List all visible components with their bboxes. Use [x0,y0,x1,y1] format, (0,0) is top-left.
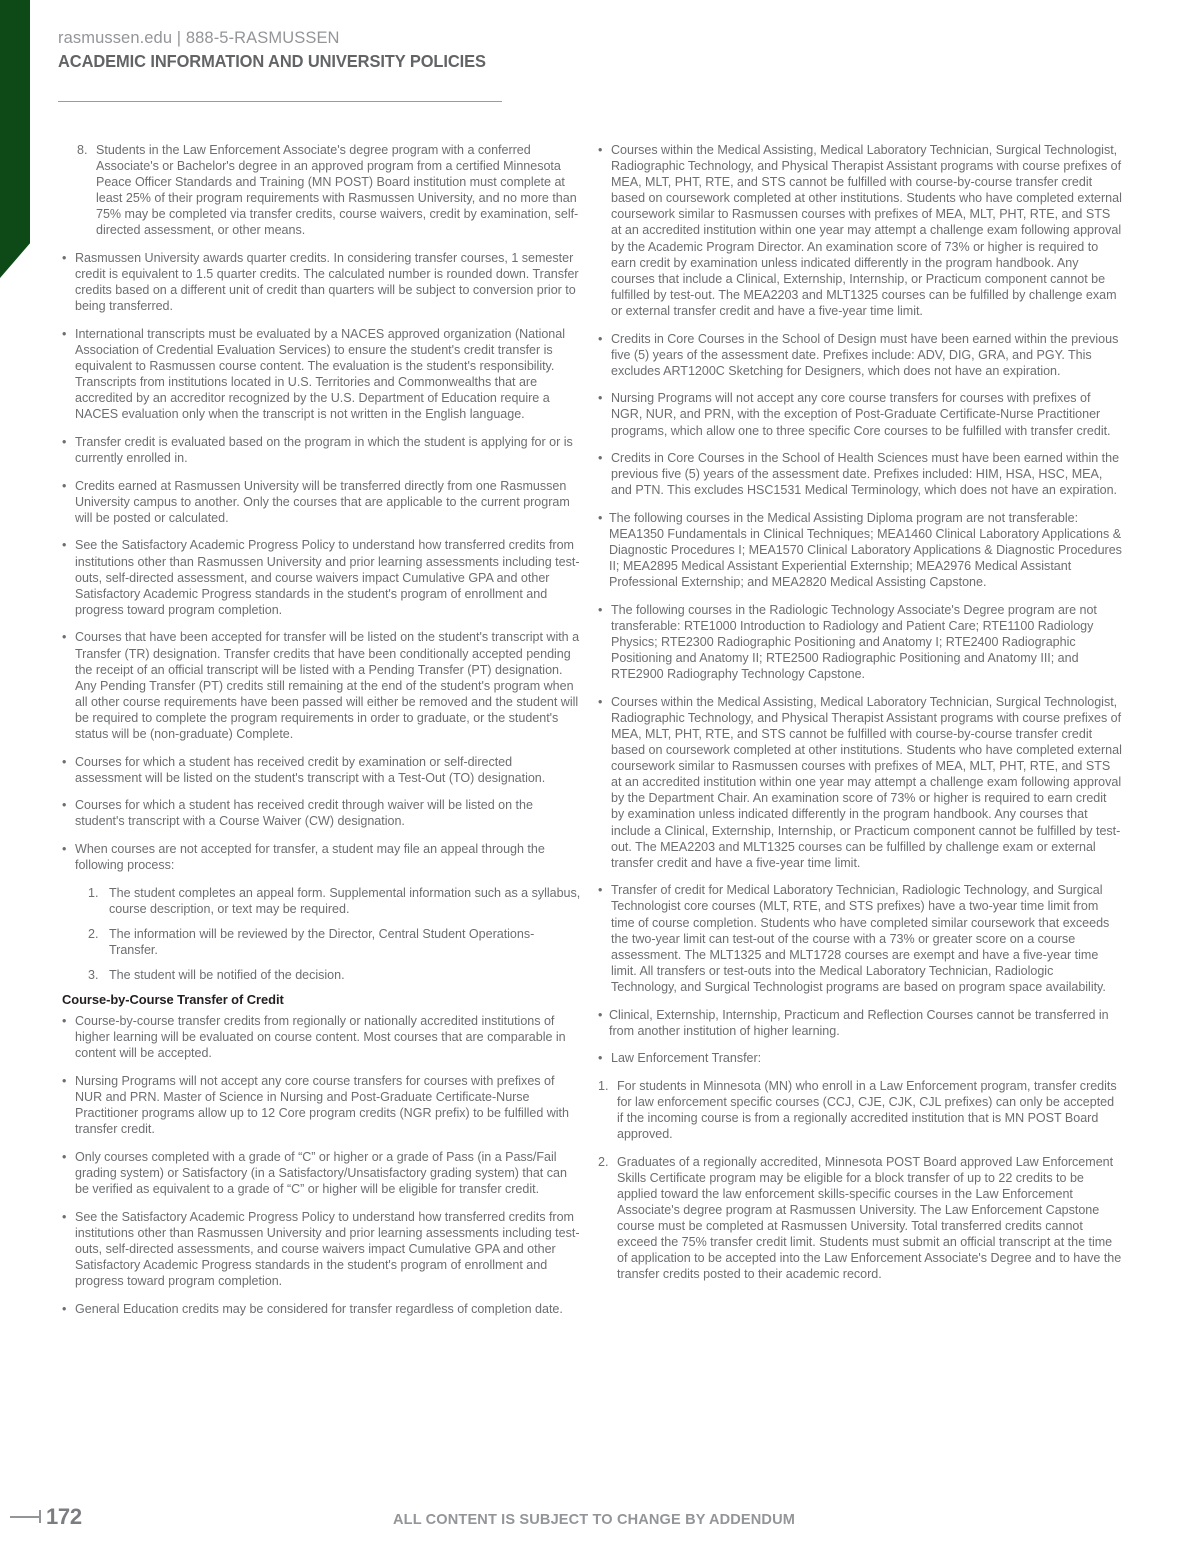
numbered-list-item [598,1078,1122,1142]
bullet-icon: • [598,143,603,157]
list-number: 2. [598,1154,609,1169]
list-item-text: Credits earned at Rasmussen University will be transferred directly from one Rasmussen University campus to another. Only the courses that are applicable to the current program will be posted or calculated. [75,478,570,525]
list-item-text: For students in Minnesota (MN) who enroll in a Law Enforcement program, transfer credits for law enforcement specific courses (CCJ, CJE, CJK, CJL prefixes) can only be accepted if the incoming course is from a regionally accredited institution that is MN POST Board approved. [617,1078,1117,1142]
list-item-text: Courses within the Medical Assisting, Medical Laboratory Technician, Surgical Technologist, Radiographic Technology, and Physical Therapist Assistant programs with course prefixes of MEA, MLT, PHT, RTE, and STS cannot be fulfilled with course-by-course transfer credit based on coursework completed at other institutions. Students who have completed external coursework similar to Rasmussen courses with prefixes of MEA, MLT, PHT, RTE, and STS at an accredited institution within one year may attempt a challenge exam following approval by the Academic Program Director. An examination score of 73% or higher is required to earn credit by examination unless indicated differently in the program handbook. Any courses that include a Clinical, Externship, Internship, or Practicum component cannot be fulfilled by test-out. The MEA2203 and MLT1325 courses can be fulfilled by challenge exam or external transfer credit and have a five-year time limit. [611,143,1122,318]
bullet-icon: • [62,478,67,493]
list-number: 1. [88,885,99,900]
bullet-list-item [598,1007,1122,1039]
numbered-list-item [62,885,582,917]
bullet-icon: • [598,451,603,466]
list-item-text: Courses for which a student has received credit by examination or self-directed assessment will be listed on the student's transcript with a Test-Out (TO) designation. [75,754,546,785]
bullet-icon: • [598,694,603,709]
list-item-text: General Education credits may be considered for transfer regardless of completion date. [75,1301,563,1316]
bullet-icon: • [598,510,603,525]
bullet-icon: • [62,1301,67,1316]
bullet-list-item [62,1209,582,1289]
header-divider [58,101,502,102]
bullet-list-item [598,142,1122,319]
list-item-text: See the Satisfactory Academic Progress Policy to understand how transferred credits from institutions other than Rasmussen University and prior learning assessments including test-outs, self-directed assessments, and course waivers impact Cumulative GPA and other Satisfactory Academic Progress standards in the student's program of enrollment and progress toward program completion. [75,1209,580,1289]
numbered-list-item [62,142,582,239]
bullet-list-item [598,602,1122,682]
numbered-list-item [62,926,582,958]
bullet-icon: • [62,1014,67,1029]
bullet-icon: • [598,1007,603,1022]
list-item-text: Nursing Programs will not accept any core course transfers for courses with prefixes of NGR, NUR, and PRN, with the exception of Post-Graduate Certificate-Nurse Practitioner programs, which allow one to three specific Core courses to be fulfilled with transfer credit. [611,391,1111,438]
bullet-icon: • [598,883,603,898]
list-item-text: Courses within the Medical Assisting, Medical Laboratory Technician, Surgical Technologist, Radiographic Technology, and Physical Therapist Assistant programs with course prefixes of MEA, MLT, PHT, RTE, and STS cannot be fulfilled with course-by-course transfer credit based on coursework completed at other institutions. Students who have completed external coursework similar to Rasmussen courses with prefixes of MEA, MLT, PHT, RTE, and STS at an accredited institution within one year may attempt a challenge exam following approval by the Department Chair. An examination score of 73% or higher is required to earn credit by examination unless indicated differently in the program handbook. Any courses that include a Clinical, Externship, Internship, or Practicum component cannot be fulfilled by test-out. The MEA2203 and MLT1325 courses can be fulfilled by challenge exam or external transfer credit and have a five-year time limit. [611,694,1122,870]
bullet-icon: • [62,1149,67,1164]
bullet-list-item [62,797,582,829]
decorative-green-ribbon [0,0,30,278]
bullet-list-item [598,882,1122,995]
bullet-icon: • [62,326,67,341]
list-item-text: Course-by-course transfer credits from regionally or nationally accredited institutions of higher learning will be evaluated on course content. Most courses that are comparable in content will be accepted. [75,1014,566,1061]
page-number: 172 [46,1504,82,1529]
bullet-icon: • [62,251,67,266]
numbered-list-item [62,967,582,983]
list-number: 8. [77,143,88,157]
bullet-list-item [598,331,1122,379]
list-item-text: The following courses in the Radiologic Technology Associate's Degree program are not transferable: RTE1000 Introduction to Radiology and Patient Care; RTE1100 Radiology Physics; RTE2300 Radiographic Positioning and Anatomy I; RTE2400 Radiographic Positioning and Anatomy II; RTE2500 Radiographic Positioning and Anatomy III; and RTE2900 Radiography Technology Capstone. [611,602,1097,682]
list-item-text: See the Satisfactory Academic Progress Policy to understand how transferred credits from institutions other than Rasmussen University and prior learning assessments including test-outs, self-directed assessment, and course waivers impact Cumulative GPA and other Satisfactory Academic Progress standards in the student's program of enrollment and progress toward program completion. [75,538,580,617]
bullet-list-item [62,841,582,873]
list-item-text: Nursing Programs will not accept any core course transfers for courses with prefixes of NUR and PRN. Master of Science in Nursing and Post-Graduate Certificate-Nurse Practitioner programs allow up to 12 Core program credits (NGR prefix) to be fulfilled with transfer credit. [75,1074,569,1137]
bullet-icon: • [598,391,603,406]
bullet-icon: • [62,538,67,553]
bullet-icon: • [598,1051,603,1066]
page-title: ACADEMIC INFORMATION AND UNIVERSITY POLICIES [58,50,486,71]
bullet-icon: • [598,331,603,346]
bullet-icon: • [62,630,67,645]
list-item-text: Graduates of a regionally accredited, Minnesota POST Board approved Law Enforcement Skills Certificate program may be eligible for a block transfer of up to 22 credits to be applied toward the law enforcement skills-specific courses in the Law Enforcement Associate's degree program at Rasmussen University. The Law Enforcement Capstone course must be completed at Rasmussen University. Total transferred credits cannot exceed the 75% transfer credit limit. Students must submit an official transcript at the time of application to be accepted into the Law Enforcement Associate's Degree and to have the transfer credits posted to their academic record. [617,1154,1122,1282]
list-item-text: Clinical, Externship, Internship, Practicum and Reflection Courses cannot be transferred in from another institution of higher learning. [609,1007,1109,1038]
section-subheading: Course-by-Course Transfer of Credit [62,992,284,1008]
bullet-icon: • [62,1209,67,1224]
bullet-icon: • [62,435,67,449]
list-item-text: Credits in Core Courses in the School of Design must have been earned within the previous five (5) years of the assessment date. Prefixes include: ADV, DIG, GRA, and PGY. This excludes ART1200C Sketching for Designers, which does not have an expiration. [611,331,1119,378]
bullet-list-item [62,1073,582,1137]
bullet-icon: • [62,841,67,856]
bullet-list-item [62,250,582,314]
page-header [58,28,500,74]
bullet-list-item [62,434,582,466]
bullet-list-item [598,450,1122,498]
bullet-list-item [62,629,582,742]
header-contact-line: rasmussen.edu | 888-5-RASMUSSEN [58,29,340,47]
list-item-text: Transfer of credit for Medical Laboratory Technician, Radiologic Technology, and Surgical Technologist core courses (MLT, RTE, and STS prefixes) have a two-year time limit from time of course completion. Students who have completed similar coursework that exceeds the two-year limit can test-out of the course with a 73% or greater score on a course assessment. The MLT1325 and MLT1728 courses are exempt and have a five-year time limit. All transfers or test-outs into the Medical Laboratory Technician, Radiologic Technology, and Surgical Technologist programs are based on program space availability. [611,883,1110,994]
bullet-list-item [62,754,582,786]
list-item-text: Transfer credit is evaluated based on the program in which the student is applying for or is currently enrolled in. [75,435,573,466]
bullet-icon: • [62,798,67,813]
numbered-list-item [598,1154,1122,1283]
bullet-list-item [62,326,582,423]
bullet-list-item [62,1149,582,1197]
right-text-column [598,142,1122,1282]
bullet-icon: • [598,602,603,617]
list-number: 1. [598,1078,609,1093]
bullet-list-item [62,1013,582,1061]
list-item-text: Law Enforcement Transfer: [611,1051,762,1066]
list-item-text: Only courses completed with a grade of “C” or higher or a grade of Pass (in a Pass/Fail grading system) or Satisfactory (in a Satisfactory/Unsatisfactory grading system) that can be verified as equivalent to a grade of “C” or higher will be eligible for transfer credit. [75,1149,567,1197]
bullet-list-item [62,1301,582,1317]
left-text-column [62,142,582,1317]
list-item-text: Rasmussen University awards quarter credits. In considering transfer courses, 1 semester credit is equivalent to 1.5 quarter credits. The calculated number is rounded down. Transfer credits based on a different unit of credit than quarters will be subject to conversion prior to being transferred. [75,251,579,314]
bullet-icon: • [62,1074,67,1088]
list-number: 2. [88,926,99,941]
bullet-list-item [62,537,582,617]
list-item-text: The information will be reviewed by the Director, Central Student Operations-Transfer. [109,926,535,957]
bullet-list-item [598,510,1122,590]
list-item-text: Courses for which a student has received credit through waiver will be listed on the student's transcript with a Course Waiver (CW) designation. [75,798,533,829]
bullet-icon: • [62,754,67,769]
list-item-text: The student will be notified of the decision. [109,968,345,983]
list-item-text: Credits in Core Courses in the School of Health Sciences must have been earned within the previous five (5) years of the assessment date. Prefixes included: HIM, HSA, HSC, MEA, and PTN. This excludes HSC1531 Medical Terminology, which does not have an expiration. [611,451,1120,498]
list-item-text: When courses are not accepted for transfer, a student may file an appeal through the following process: [75,841,545,873]
bullet-list-item [598,1050,1122,1066]
bullet-list-item [62,478,582,526]
footer-note: ALL CONTENT IS SUBJECT TO CHANGE BY ADDENDUM [393,1511,795,1528]
list-item-text: The student completes an appeal form. Supplemental information such as a syllabus, course description, or text may be required. [109,885,581,916]
bullet-list-item [598,694,1122,871]
list-item-text: International transcripts must be evaluated by a NACES approved organization (National Association of Credential Evaluation Services) to ensure the student's credit transfer is equivalent to Rasmussen course content. The evaluation is the student's responsibility. Transcripts from institutions located in U.S. Territories and Commonwealths that are accredited by an accreditor recognized by the U.S. Department of Education require a NACES evaluation only when the transcript is not written in the English language. [75,326,565,422]
list-item-text: Courses that have been accepted for transfer will be listed on the student's transcript with a Transfer (TR) designation. Transfer credits that have been conditionally accepted pending the receipt of an official transcript will be listed with a Pending Transfer (PT) designation. Any Pending Transfer (PT) credits still remaining at the end of the student's program when all other course requirements have been passed will either be removed and the student will be required to complete the program requirements in order to graduate, or the student's status will be (non-graduate) Complete. [75,630,580,741]
list-item-text: The following courses in the Medical Assisting Diploma program are not transferable: MEA1350 Fundamentals in Clinical Techniques; MEA1460 Clinical Laboratory Applications & Diagnostic Procedures I; MEA1570 Clinical Laboratory Applications & Diagnostic Procedures II; MEA2895 Medical Assistant Experiential Externship; MEA2976 Medical Assistant Professional Externship; and MEA2820 Medical Assisting Capstone. [609,510,1122,590]
list-item-text: Students in the Law Enforcement Associate's degree program with a conferred Associate's or Bachelor's degree in an approved program from a certified Minnesota Peace Officer Standards and Training (MN POST) Board institution must complete at least 25% of their program requirements with Rasmussen University, and no more than 75% may be completed via transfer credits, course waivers, credit by examination, self-directed assessment, or other means. [96,143,579,238]
bullet-list-item [598,390,1122,438]
list-number: 3. [88,968,99,983]
